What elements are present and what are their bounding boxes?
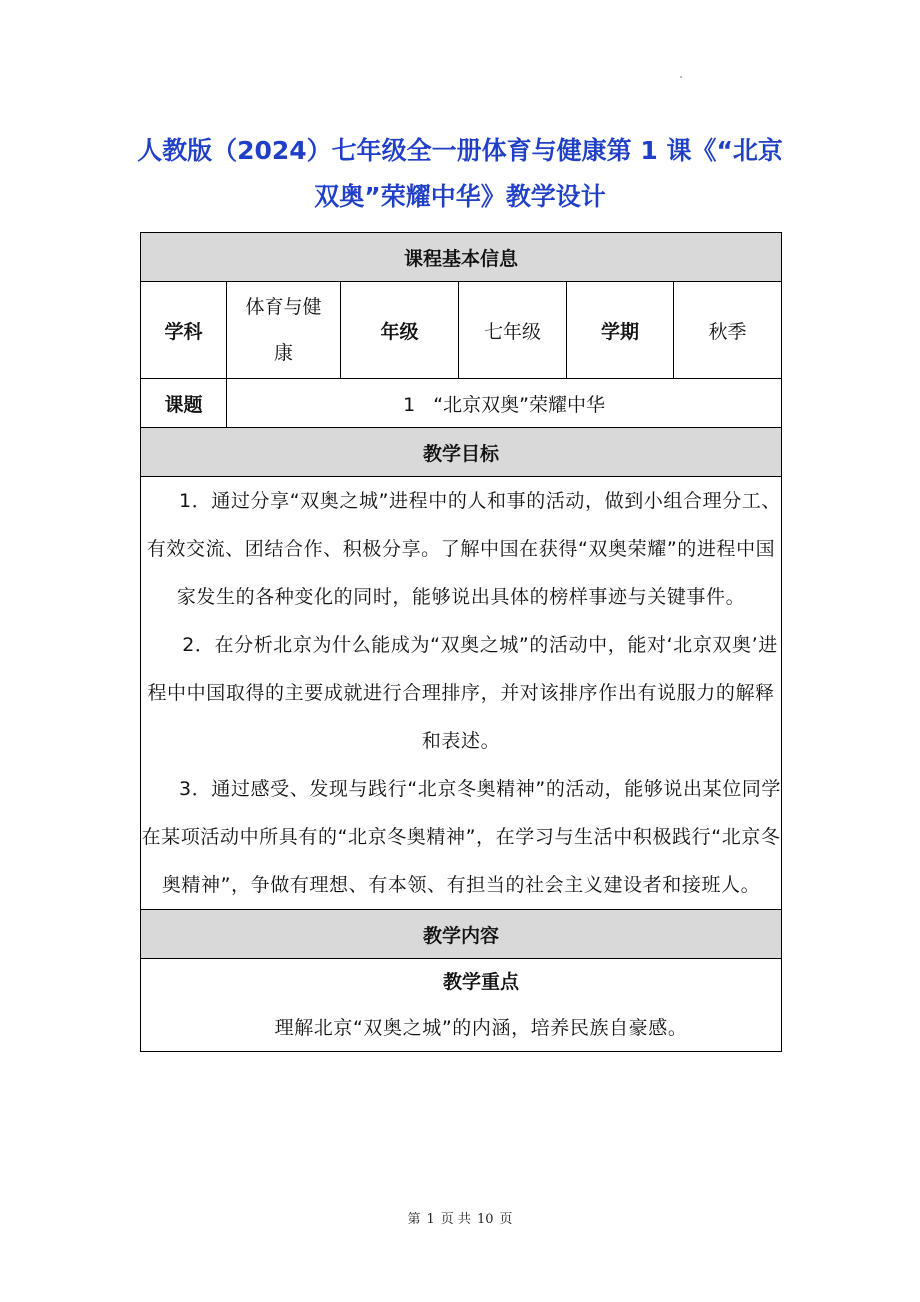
corner-mark (680, 76, 682, 78)
section-basic-info: 课程基本信息 (141, 233, 782, 282)
footer-total-pages: 10 (476, 1212, 494, 1227)
footer-suffix: 页 (499, 1212, 513, 1227)
footer-middle: 页 共 (440, 1212, 471, 1227)
title-line-2: 双奥”荣耀中华》教学设计 (314, 182, 606, 211)
section-goals: 教学目标 (141, 428, 782, 477)
content-text: 理解北京“双奥之城”的内涵，培养民族自豪感。 (274, 1017, 688, 1039)
footer-prefix: 第 (407, 1212, 421, 1227)
topic-text: “北京双奥”荣耀中华 (433, 393, 605, 416)
topic-number: 1 (403, 393, 416, 416)
content-heading: 教学重点 (443, 971, 520, 993)
subject-label: 学科 (141, 282, 227, 379)
title-line-1: 人教版（2024）七年级全一册体育与健康第 1 课《“北京 (137, 136, 783, 165)
footer-page-number: 1 (426, 1212, 435, 1227)
goal-item-3: 3．通过感受、发现与践行“北京冬奥精神”的活动，能够说出某位同学在某项活动中所具有的“北京冬奥精神”，在学习与生活中积极践行“北京冬奥精神”，争做有理想、有本领、有担当的社会主义建设者和接班人。 (141, 778, 782, 896)
goal-item-2: 2．在分析北京为什么能成为“双奥之城”的活动中，能对‘北京双奥’进程中中国取得的主要成就进行合理排序，并对该排序作出有说服力的解释和表述。 (147, 634, 778, 752)
content-cell (141, 959, 782, 1052)
goal-item-1: 1．通过分享“双奥之城”进程中的人和事的活动，做到小组合理分工、有效交流、团结合作、积极分享。了解中国在获得“双奥荣耀”的进程中国家发生的各种变化的同时，能够说出具体的榜样事迹与关键事件。 (146, 490, 782, 608)
subject-value-line-2: 康 (273, 342, 293, 364)
grade-label: 年级 (341, 282, 459, 379)
subject-value (227, 282, 341, 379)
page-footer (0, 1208, 920, 1227)
topic-label: 课题 (141, 379, 227, 428)
section-content: 教学内容 (141, 910, 782, 959)
subject-value-line-1: 体育与健 (245, 296, 322, 318)
goals-cell (141, 477, 782, 910)
lesson-table (140, 232, 782, 1052)
topic-value (227, 379, 782, 428)
term-label: 学期 (567, 282, 674, 379)
grade-value: 七年级 (459, 282, 567, 379)
document-title (100, 128, 820, 220)
term-value: 秋季 (674, 282, 782, 379)
